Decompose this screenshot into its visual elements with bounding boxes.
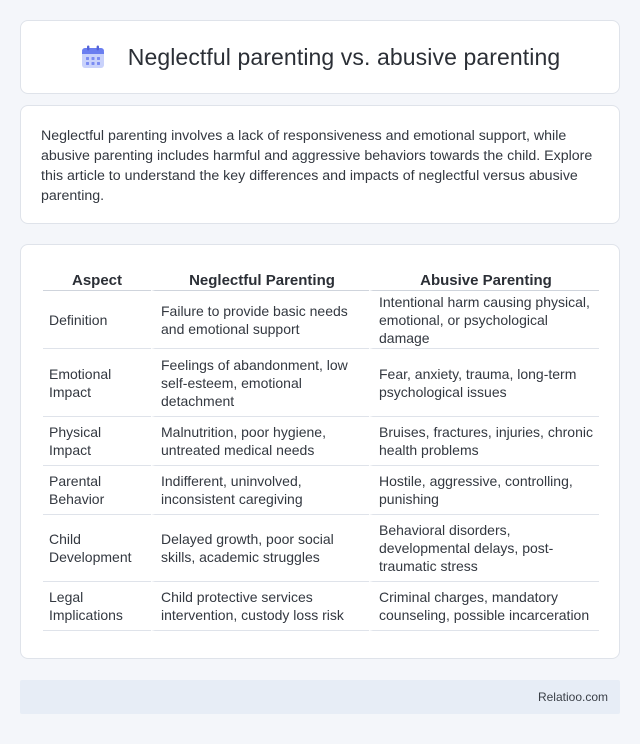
- row-aspect: Child Development: [43, 515, 151, 582]
- header-neglectful: Neglectful Parenting: [151, 265, 369, 291]
- row-abusive: Criminal charges, mandatory counseling, possible incarceration: [369, 582, 599, 631]
- table-header-row: [43, 265, 599, 291]
- row-abusive: Behavioral disorders, developmental delays, post-traumatic stress: [369, 515, 599, 582]
- page-title: Neglectful parenting vs. abusive parenting: [127, 43, 561, 70]
- row-aspect: Emotional Impact: [43, 349, 151, 417]
- intro-text: Neglectful parenting involves a lack of responsiveness and emotional support, while abusive parenting includes harmful and aggressive behaviors towards the child. Explore this article to understand the key differences and impacts of neglectful versus abusive parenting.: [41, 128, 593, 204]
- row-abusive: Bruises, fractures, injuries, chronic health problems: [369, 417, 599, 466]
- row-abusive: Hostile, aggressive, controlling, punishing: [369, 466, 599, 515]
- header-abusive: Abusive Parenting: [369, 265, 599, 291]
- table-row: [43, 417, 599, 466]
- row-aspect: Physical Impact: [43, 417, 151, 466]
- row-aspect: Legal Implications: [43, 582, 151, 631]
- row-neglectful: Malnutrition, poor hygiene, untreated medical needs: [151, 417, 369, 466]
- table-row: [43, 349, 599, 417]
- row-neglectful: Indifferent, uninvolved, inconsistent caregiving: [151, 466, 369, 515]
- comparison-table: [43, 265, 599, 631]
- row-aspect: Parental Behavior: [43, 466, 151, 515]
- row-abusive: Intentional harm causing physical, emotional, or psychological damage: [369, 291, 599, 349]
- footer: [20, 680, 620, 714]
- calendar-icon: [80, 44, 106, 70]
- table-row: [43, 582, 599, 631]
- row-aspect: Definition: [43, 291, 151, 349]
- title-card: [20, 20, 620, 94]
- table-row: [43, 515, 599, 582]
- row-abusive: Fear, anxiety, trauma, long-term psychological issues: [369, 349, 599, 417]
- row-neglectful: Delayed growth, poor social skills, academic struggles: [151, 515, 369, 582]
- table-row: [43, 466, 599, 515]
- intro-card: [20, 105, 620, 224]
- footer-site-label[interactable]: Relatioo.com: [537, 690, 608, 704]
- comparison-card: [20, 244, 620, 659]
- table-row: [43, 291, 599, 349]
- row-neglectful: Failure to provide basic needs and emotional support: [151, 291, 369, 349]
- row-neglectful: Child protective services intervention, custody loss risk: [151, 582, 369, 631]
- header-aspect: Aspect: [43, 265, 151, 291]
- row-neglectful: Feelings of abandonment, low self-esteem, emotional detachment: [151, 349, 369, 417]
